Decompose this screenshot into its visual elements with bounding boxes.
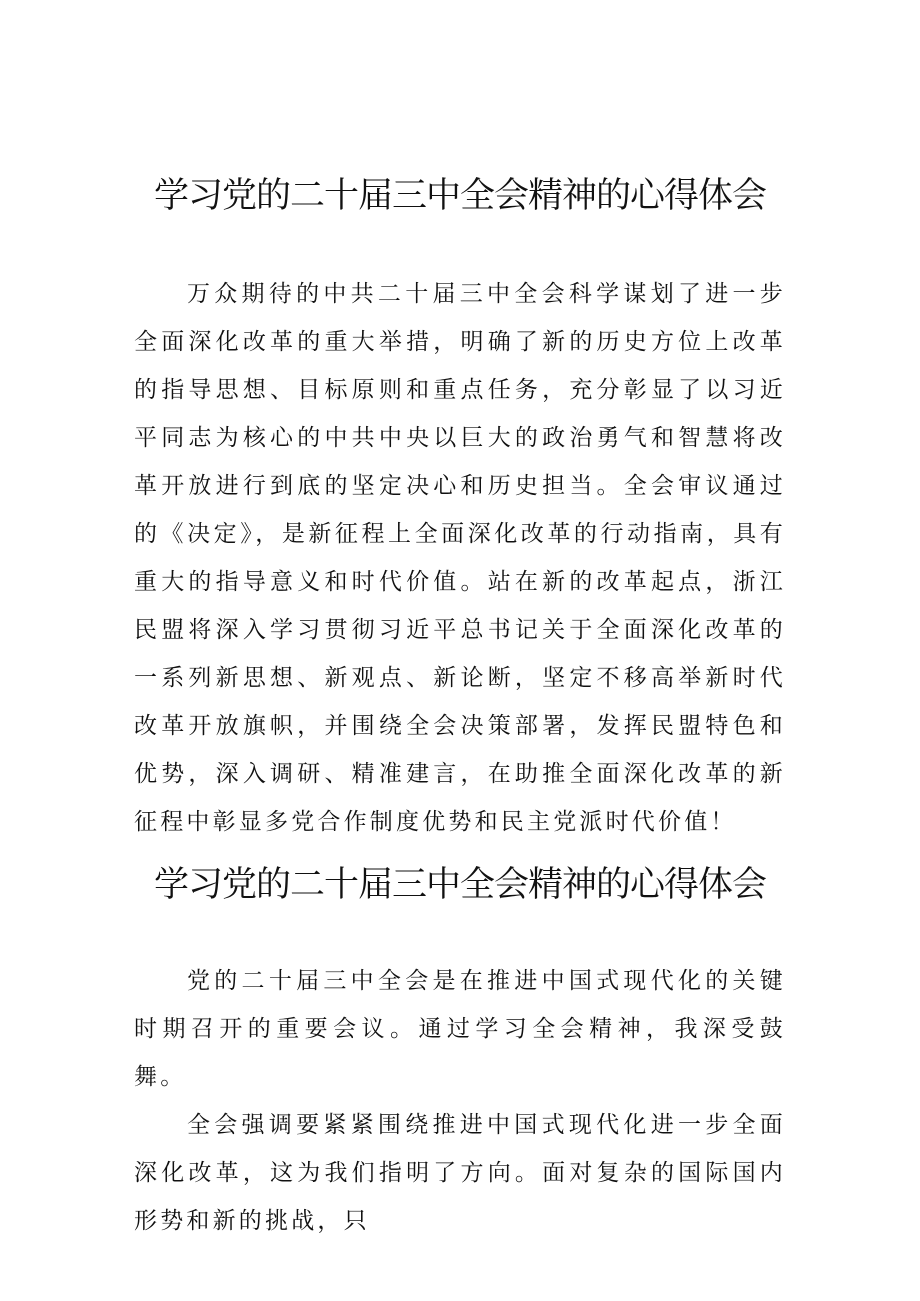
- section-1-body: [134, 270, 786, 846]
- section-1-title: 学习党的二十届三中全会精神的心得体会: [153, 176, 766, 216]
- section-2-body: [134, 957, 786, 1245]
- section-2-paragraph-1: 党的二十届三中全会是在推进中国式现代化的关键时期召开的重要会议。通过学习全会精神，我深受鼓舞。: [134, 968, 786, 1090]
- section-2-paragraph-2: 全会强调要紧紧围绕推进中国式现代化进一步全面深化改革，这为我们指明了方向。面对复杂的国际国内形势和新的挑战，只: [134, 1112, 786, 1234]
- section-2-title: 学习党的二十届三中全会精神的心得体会: [153, 865, 766, 905]
- section-1-paragraph-1: 万众期待的中共二十届三中全会科学谋划了进一步全面深化改革的重大举措，明确了新的历史方位上改革的指导思想、目标原则和重点任务，充分彰显了以习近平同志为核心的中共中央以巨大的政治勇气和智慧将改革开放进行到底的坚定决心和历史担当。全会审议通过的《决定》，是新征程上全面深化改革的行动指南，具有重大的指导意义和时代价值。站在新的改革起点，浙江民盟将深入学习贯彻习近平总书记关于全面深化改革的一系列新思想、新观点、新论断，坚定不移高举新时代改革开放旗帜，并围绕全会决策部署，发挥民盟特色和优势，深入调研、精准建言，在助推全面深化改革的新征程中彰显多党合作制度优势和民主党派时代价值！: [134, 281, 786, 835]
